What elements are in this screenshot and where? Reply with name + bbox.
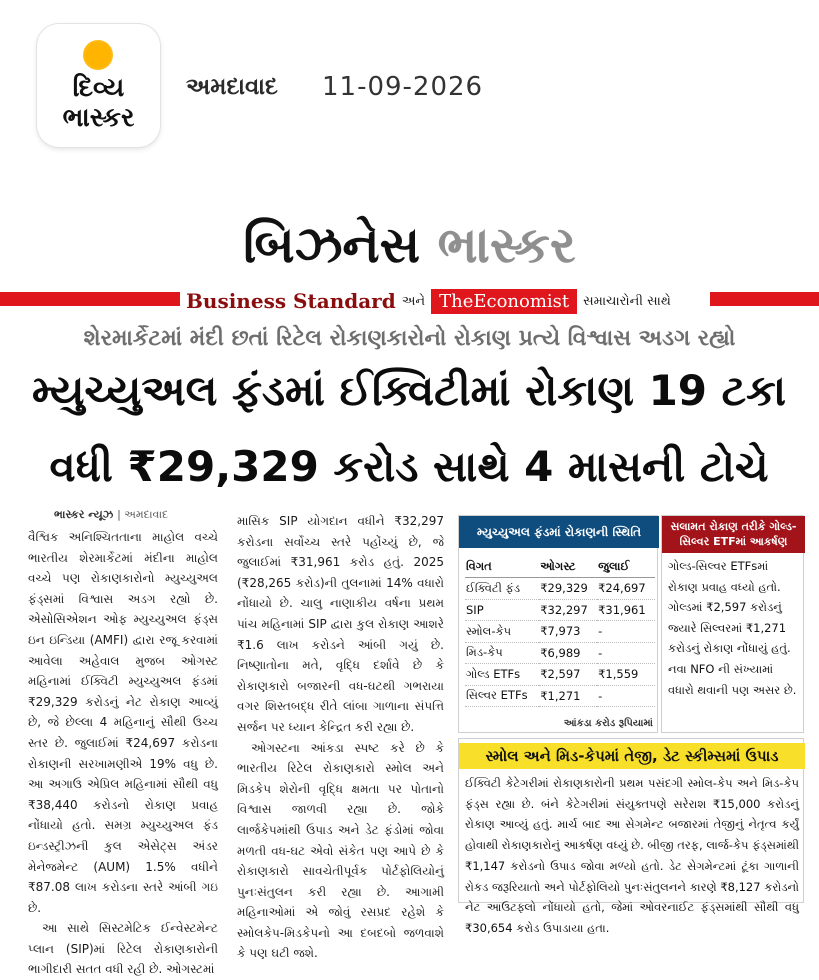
byline-source: ભાસ્કર ન્યૂઝ <box>54 508 114 521</box>
column1-paragraph1: વૈશ્વિક અનિશ્ચિતતાના માહોલ વચ્ચે ભારતીય શેરમાર્કેટમાં મંદીના માહોલ વચ્ચે પણ રોકાણકારોનો મ્યુચ્યુઅલ ફંડ્સમાં વિશ્વાસ અડગ રહ્યો છે. એસોસિએશન ઓફ મ્યુચ્યુઅલ ફંડ્સ ઇન ઇન્ડિયા (AMFI) દ્વારા રજૂ કરવામાં આવેલા અહેવાલ મુજબ ઓગસ્ટ મહિનામાં ઈક્વિટી મ્યુચ્યુઅલ ફંડમાં ₹29,329 કરોડનું નેટ રોકાણ આવ્યું છે, જે છેલ્લા 4 મહિનાનું સૌથી ઉચ્ચ સ્તર છે. જુલાઈમાં ₹24,697 કરોડના રોકાણની સરખામણીએ 19% વધુ છે. આ અગાઉ એપ્રિલ મહિનામાં સૌથી વધુ ₹38,440 કરોડનો રોકાણ પ્રવાહ નોંધાયો હતો. સમગ્ર મ્યુચ્યુઅલ ફંડ ઇન્ડસ્ટ્રીઝની કુલ એસેટ્સ અંડર મેનેજમેન્ટ (AUM) 1.5% વધીને ₹87.08 લાખ કરોડના સ્તરે આંબી ગઇ છે. <box>28 530 218 915</box>
app-logo[interactable] <box>37 24 160 147</box>
table-cell: સ્મોલ-કેપ <box>465 621 539 643</box>
table-row <box>465 599 655 621</box>
sun-icon <box>83 40 113 70</box>
headline-line2: વધી ₹29,329 કરોડ સાથે 4 માસની ટોચે <box>49 442 769 491</box>
table-cell: ₹24,697 <box>597 578 655 600</box>
table-cell: સિલ્વર ETFs <box>465 685 539 707</box>
table-row <box>465 642 655 664</box>
column1-paragraph2: આ સાથે સિસ્ટમેટિક ઈન્વેસ્ટમેન્ટ પ્લાન (SIP)માં રિટેલ રોકાણકારોની ભાગીદારી સતત વધી રહી છે. ઓગસ્ટમાં <box>28 921 218 977</box>
table-cell: મિડ-કેપ <box>465 642 539 664</box>
table-cell: ₹32,297 <box>539 599 597 621</box>
table-cell: - <box>597 642 655 664</box>
business-standard-logo: Business Standard <box>186 289 396 313</box>
investment-status-table-box <box>458 515 658 733</box>
table-header-row <box>465 556 655 578</box>
table-cell: - <box>597 621 655 643</box>
bottom-box-title: સ્મોલ અને મિડ-કેપમાં તેજી, ડેટ સ્કીમ્સમાં ઉપાડ <box>459 743 805 769</box>
edition-date: 11-09-2026 <box>322 72 484 102</box>
gold-silver-sidebar <box>661 515 804 733</box>
column2-paragraph2: ઓગસ્ટના આંકડા સ્પષ્ટ કરે છે કે ભારતીય રિટેલ રોકાણકારો સ્મોલ અને મિડકેપ શેરોની વૃદ્ધિ ક્ષમતા પર પોતાનો વિશ્વાસ જાળવી રહ્યા છે. જોકે લાર્જકેપમાંથી ઉપાડ અને ડેટ ફંડોમાં જોવા મળતી વધ-ઘટ એવો સંકેત પણ આપે છે કે રોકાણકારો સાવચેતીપૂર્વક પોર્ટફોલિયોનું પુનઃસંતુલન કરી રહ્યા છે. આગામી મહિનાઓમાં એ જોવું રસપ્રદ રહેશે કે સ્મોલકેપ-મિડકેપનો આ દબદબો જળવાશે કે પણ ઘટી જશે. <box>237 740 444 961</box>
table-cell: ₹1,271 <box>539 685 597 707</box>
section-title-part1: બિઝનેસ <box>243 216 421 274</box>
economist-logo: TheEconomist <box>431 289 577 314</box>
logo-text-line2: ભાસ્કર <box>62 103 135 133</box>
table-cell: ₹2,597 <box>539 664 597 686</box>
bottom-box-body: ઈક્વિટી કેટેગરીમાં રોકાણકારોની પ્રથમ પસંદગી સ્મોલ-કેપ અને મિડ-કેપ ફંડ્સ રહ્યા છે. બંને કેટેગરીમાં સંયુક્તપણે સરેરાશ ₹15,000 કરોડનું રોકાણ આવ્યું હતું. માર્ચ બાદ આ સેગમેન્ટ બજારમાં તેજીનું નેતૃત્વ કર્યું હોવાથી રોકાણકારોનું આકર્ષણ વધ્યું છે. બીજી તરફ, લાર્જ-કેપ ફંડ્સમાંથી ₹1,147 કરોડનો ઉપાડ જોવા મળ્યો હતો. ડેટ સેગમેન્ટમાં ટૂંકા ગાળાની રોકડ જરૂરિયાતો અને પોર્ટફોલિયો પુનઃસંતુલનને કારણે ₹8,127 કરોડનો નેટ આઉટફ્લો નોંધાયો હતો, જેમાં ઓવરનાઈટ ફંડ્સમાંથી સૌથી વધુ ₹30,654 કરોડ ઉપાડાયા હતા. <box>465 776 799 935</box>
section-title-part2: ભાસ્કર <box>437 216 576 274</box>
table-title: મ્યુચ્યુઅલ ફંડમાં રોકાણની સ્થિતિ <box>459 516 659 548</box>
headline-line1: મ્યુચ્યુઅલ ફંડમાં ઈક્વિટીમાં રોકાણ 19 ટકા <box>31 366 787 415</box>
table-row <box>465 664 655 686</box>
sidebar-title: સલામત રોકાણ તરીકે ગોલ્ડ-સિલ્વર ETFમાં આકર્ષણ <box>662 516 805 553</box>
column2-paragraph1: માસિક SIP યોગદાન વધીને ₹32,297 કરોડના સર્વોચ્ચ સ્તરે પહોંચ્યું છે, જે જુલાઈમાં ₹31,961 કરોડ હતું. 2025 (₹28,265 કરોડ)ની તુલનામાં 14% વધારો નોંધાયો છે. ચાલુ નાણાકીય વર્ષના પ્રથમ પાંચ મહિનામાં SIP દ્વારા કુલ રોકાણ આશરે ₹1.6 લાખ કરોડને આંબી ગયું છે. નિષ્ણાતોના મતે, વૃદ્ધિ દર્શાવે છે કે રોકાણકારો બજારની વધ-ઘટથી ગભરાયા વગર શિસ્તબદ્ધ રીતે લાંબા ગાળાના સંપત્તિ સર્જન પર ધ્યાન કેન્દ્રિત કરી રહ્યા છે. <box>237 514 444 734</box>
table-cell: ₹7,973 <box>539 621 597 643</box>
logo-text-line1: દિવ્ય <box>72 73 125 103</box>
byline <box>54 508 168 522</box>
table-cell: ₹6,989 <box>539 642 597 664</box>
table-cell: ₹31,961 <box>597 599 655 621</box>
table-cell: SIP <box>465 599 539 621</box>
table-cell: ગોલ્ડ ETFs <box>465 664 539 686</box>
smallcap-midcap-box <box>458 738 804 935</box>
table-header-cell: ઓગસ્ટ <box>539 556 597 578</box>
article-column-2 <box>237 511 444 964</box>
table-cell: ઈક્વિટી ફંડ <box>465 578 539 600</box>
partner-with: સમાચારોની સાથે <box>583 293 671 309</box>
table-row <box>465 578 655 600</box>
partner-strip <box>180 286 710 316</box>
table-note: આંકડા કરોડ રૂપિયામાં <box>563 718 653 729</box>
table-header-cell: જુલાઈ <box>597 556 655 578</box>
table-row <box>465 685 655 707</box>
article-kicker: શેરમાર્કેટમાં મંદી છતાં રિટેલ રોકાણકારોનો રોકાણ પ્રત્યે વિશ્વાસ અડગ રહ્યો <box>83 326 736 351</box>
table-cell: ₹29,329 <box>539 578 597 600</box>
table-cell: ₹1,559 <box>597 664 655 686</box>
table-cell: - <box>597 685 655 707</box>
table-header-cell: વિગત <box>465 556 539 578</box>
section-masthead <box>0 215 819 275</box>
sidebar-body: ગોલ્ડ-સિલ્વર ETFsમાં રોકાણ પ્રવાહ વધ્યો હતો. ગોલ્ડમાં ₹2,597 કરોડનું જ્યારે સિલ્વરમાં ₹1,271 કરોડનું રોકાણ નોંધાયું હતું. નવા NFO ની સંખ્યામાં વધારો થવાની પણ અસર છે. <box>668 559 797 697</box>
partner-and: અને <box>401 293 426 309</box>
byline-location: | અમદાવાદ <box>117 508 169 521</box>
edition-city: અમદાવાદ <box>186 74 278 100</box>
table-row <box>465 621 655 643</box>
investment-table <box>465 556 655 707</box>
article-column-1 <box>28 527 218 980</box>
